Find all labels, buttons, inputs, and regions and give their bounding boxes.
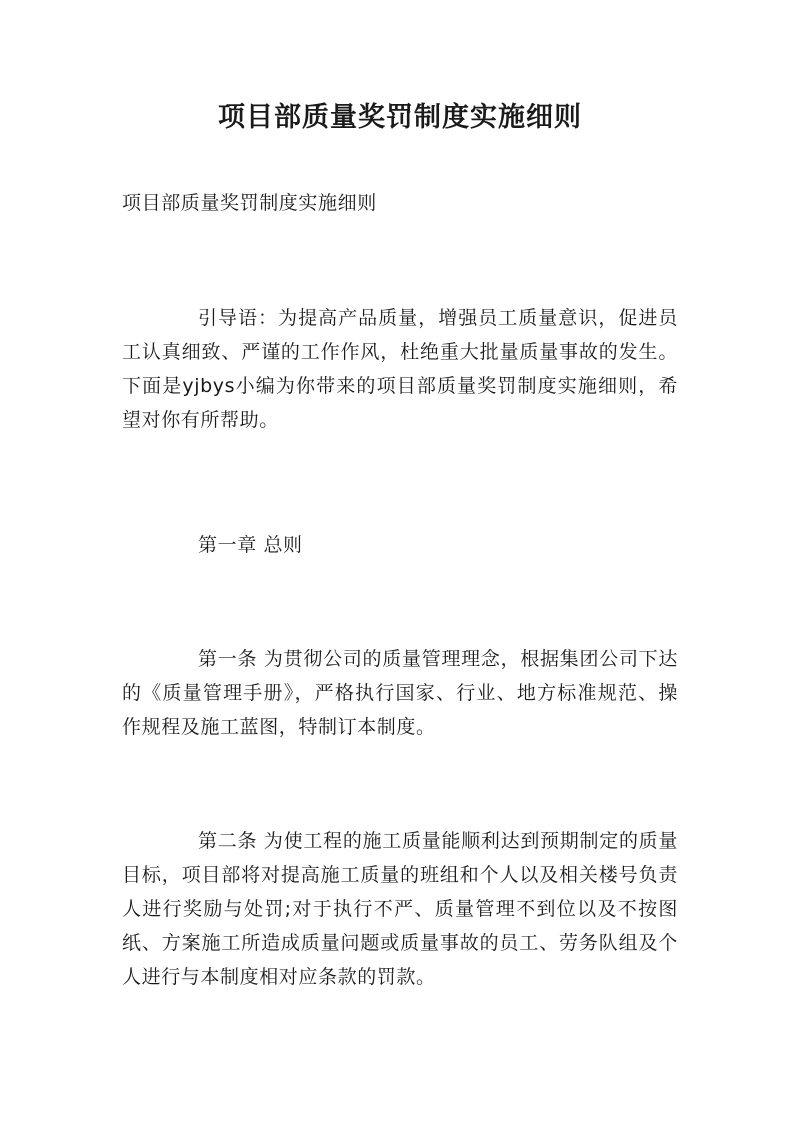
article-1-paragraph: 第一条 为贯彻公司的质量管理理念，根据集团公司下达的《质量管理手册》，严格执行国家、行业、地方标准规范、操作规程及施工蓝图，特制订本制度。 <box>122 648 678 738</box>
document-subtitle: 项目部质量奖罚制度实施细则 <box>122 192 377 214</box>
intro-paragraph: 引导语：为提高产品质量，增强员工质量意识，促进员工认真细致、严谨的工作作风，杜绝重大批量质量事故的发生。下面是yjbys小编为你带来的项目部质量奖罚制度实施细则，希望对你有所帮助。 <box>122 307 678 431</box>
chapter-heading: 第一章 总则 <box>198 534 303 556</box>
document-title: 项目部质量奖罚制度实施细则 <box>218 102 582 133</box>
article-2-paragraph: 第二条 为使工程的施工质量能顺利达到预期制定的质量目标，项目部将对提高施工质量的班组和个人以及相关楼号负责人进行奖励与处罚;对于执行不严、质量管理不到位以及不按图纸、方案施工所造成质量问题或质量事故的员工、劳务队组及个人进行与本制度相对应条款的罚款。 <box>122 830 678 988</box>
